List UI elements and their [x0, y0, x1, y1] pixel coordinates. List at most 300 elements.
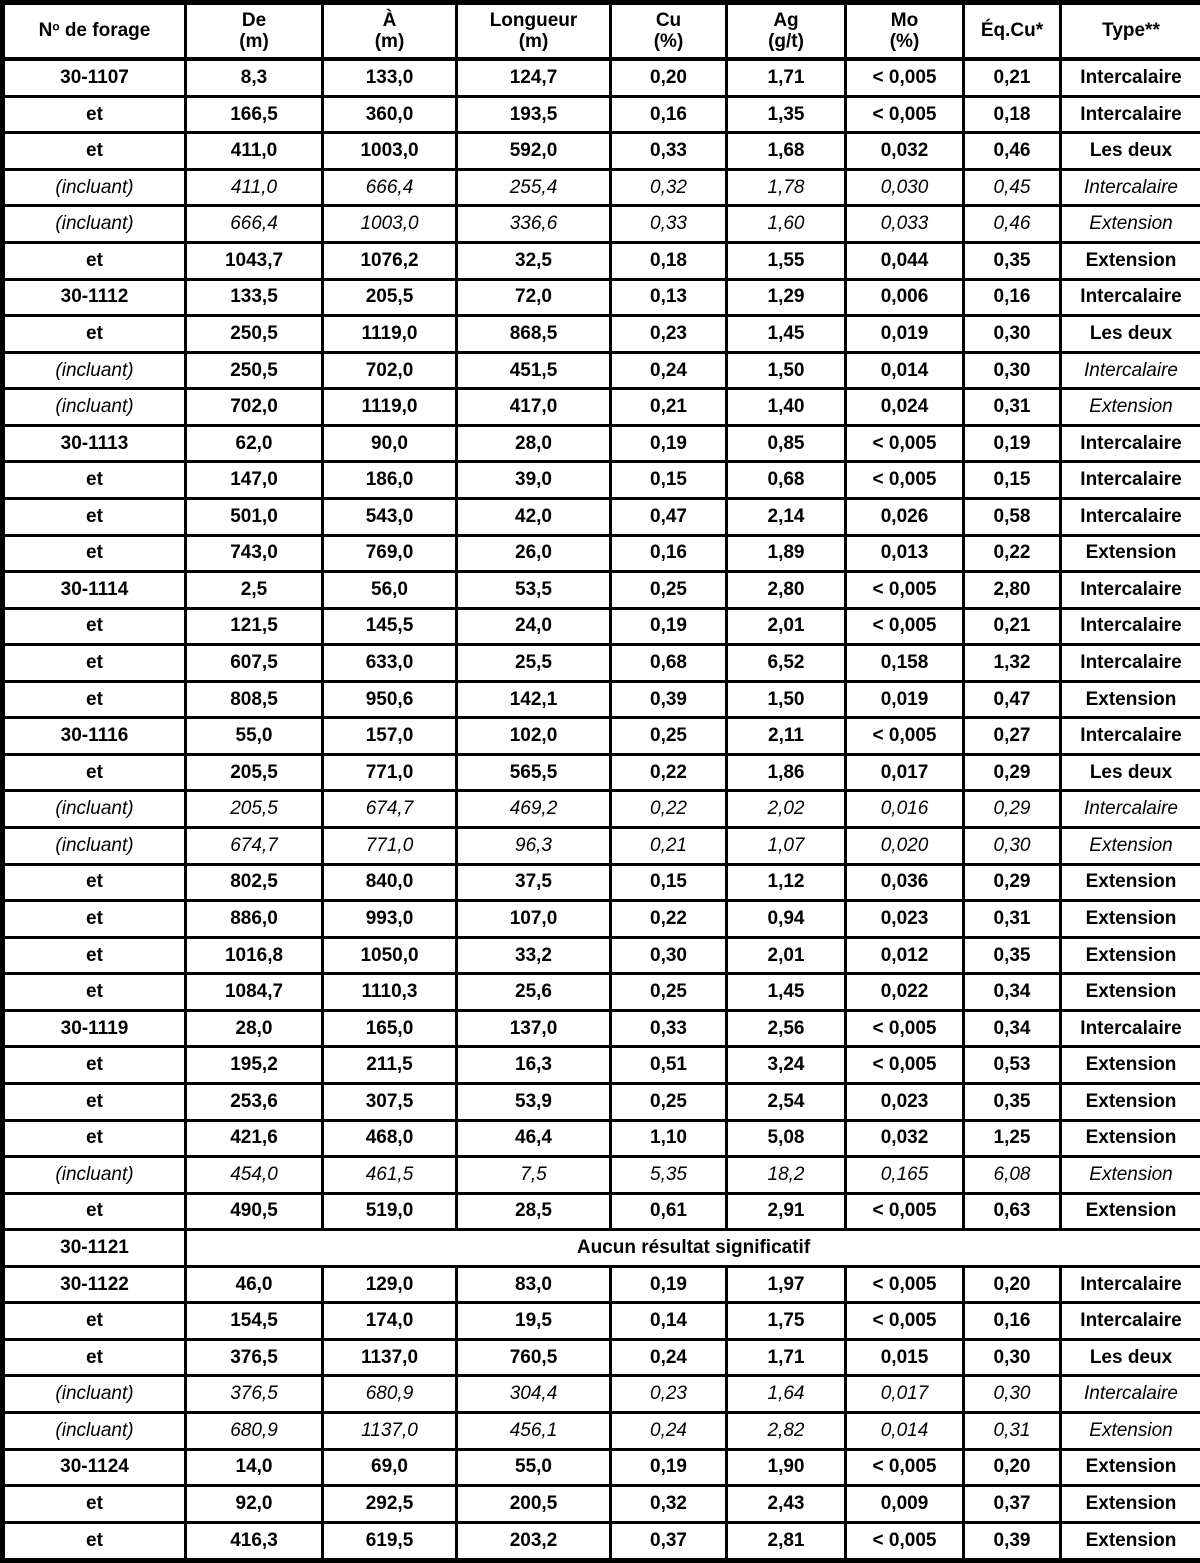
table-row: [3, 1376, 1200, 1413]
table-row: [3, 59, 1200, 96]
cell-de: 2,5: [186, 572, 323, 609]
cell-mo: < 0,005: [846, 1047, 964, 1084]
cell-type: Extension: [1061, 1047, 1200, 1084]
cell-type: Intercalaire: [1061, 645, 1200, 682]
cell-type: Intercalaire: [1061, 572, 1200, 609]
cell-mo: 0,023: [846, 1083, 964, 1120]
cell-forage: (incluant): [3, 169, 186, 206]
cell-eqcu: 0,53: [964, 1047, 1061, 1084]
cell-ag: 3,24: [727, 1047, 846, 1084]
cell-forage: (incluant): [3, 1376, 186, 1413]
cell-eqcu: 0,21: [964, 59, 1061, 96]
cell-a: 129,0: [323, 1266, 457, 1303]
cell-eqcu: 0,34: [964, 1010, 1061, 1047]
cell-eqcu: 0,29: [964, 791, 1061, 828]
cell-cu: 0,16: [611, 535, 727, 572]
header-label: De: [241, 9, 267, 31]
cell-type: Les deux: [1061, 754, 1200, 791]
cell-mo: < 0,005: [846, 572, 964, 609]
cell-de: 14,0: [186, 1449, 323, 1486]
header-cell: [457, 3, 611, 60]
cell-eqcu: 0,30: [964, 828, 1061, 865]
table-row: [3, 754, 1200, 791]
cell-ag: 2,91: [727, 1193, 846, 1230]
cell-cu: 0,25: [611, 1083, 727, 1120]
cell-forage: et: [3, 243, 186, 280]
cell-de: 195,2: [186, 1047, 323, 1084]
cell-cu: 0,61: [611, 1193, 727, 1230]
cell-de: 55,0: [186, 718, 323, 755]
cell-longueur: 26,0: [457, 535, 611, 572]
cell-de: 250,5: [186, 316, 323, 353]
cell-type: Intercalaire: [1061, 1376, 1200, 1413]
cell-mo: 0,024: [846, 389, 964, 426]
cell-eqcu: 0,47: [964, 681, 1061, 718]
cell-forage: et: [3, 754, 186, 791]
cell-longueur: 200,5: [457, 1486, 611, 1523]
cell-ag: 1,78: [727, 169, 846, 206]
cell-ag: 18,2: [727, 1157, 846, 1194]
cell-mo: < 0,005: [846, 425, 964, 462]
cell-cu: 0,21: [611, 389, 727, 426]
cell-a: 840,0: [323, 864, 457, 901]
cell-eqcu: 0,20: [964, 1266, 1061, 1303]
cell-type: Extension: [1061, 1522, 1200, 1560]
header-label: Longueur: [489, 9, 578, 31]
cell-mo: 0,017: [846, 754, 964, 791]
cell-forage: 30-1124: [3, 1449, 186, 1486]
cell-a: 1137,0: [323, 1413, 457, 1450]
header-cell-forage: [3, 3, 186, 60]
cell-eqcu: 2,80: [964, 572, 1061, 609]
cell-forage: et: [3, 316, 186, 353]
table-row: [3, 608, 1200, 645]
cell-eqcu: 0,21: [964, 608, 1061, 645]
cell-eqcu: 0,16: [964, 1303, 1061, 1340]
cell-ag: 2,11: [727, 718, 846, 755]
cell-a: 633,0: [323, 645, 457, 682]
header-cell: [323, 3, 457, 60]
cell-eqcu: 0,58: [964, 498, 1061, 535]
cell-longueur: 16,3: [457, 1047, 611, 1084]
cell-type: Intercalaire: [1061, 718, 1200, 755]
cell-eqcu: 0,35: [964, 243, 1061, 280]
cell-longueur: 25,5: [457, 645, 611, 682]
cell-forage: et: [3, 681, 186, 718]
cell-eqcu: 0,45: [964, 169, 1061, 206]
table-row: [3, 1449, 1200, 1486]
cell-forage: (incluant): [3, 791, 186, 828]
cell-mo: 0,015: [846, 1339, 964, 1376]
cell-eqcu: 1,32: [964, 645, 1061, 682]
cell-a: 468,0: [323, 1120, 457, 1157]
table-row: [3, 243, 1200, 280]
cell-forage: et: [3, 645, 186, 682]
cell-eqcu: 0,22: [964, 535, 1061, 572]
cell-a: 769,0: [323, 535, 457, 572]
table-row: [3, 645, 1200, 682]
header-cell: [846, 3, 964, 60]
cell-longueur: 46,4: [457, 1120, 611, 1157]
cell-mo: < 0,005: [846, 96, 964, 133]
cell-mo: 0,016: [846, 791, 964, 828]
cell-forage: et: [3, 1193, 186, 1230]
cell-eqcu: 0,19: [964, 425, 1061, 462]
cell-ag: 1,89: [727, 535, 846, 572]
cell-type: Intercalaire: [1061, 498, 1200, 535]
header-label: Éq.Cu*: [980, 20, 1044, 42]
cell-type: Intercalaire: [1061, 1303, 1200, 1340]
cell-longueur: 592,0: [457, 133, 611, 170]
cell-forage: et: [3, 1303, 186, 1340]
cell-mo: 0,009: [846, 1486, 964, 1523]
cell-a: 674,7: [323, 791, 457, 828]
cell-type: Intercalaire: [1061, 1266, 1200, 1303]
cell-longueur: 83,0: [457, 1266, 611, 1303]
cell-mo: < 0,005: [846, 1303, 964, 1340]
header-unit: (%): [889, 31, 920, 52]
cell-ag: 2,01: [727, 937, 846, 974]
cell-de: 490,5: [186, 1193, 323, 1230]
cell-mo: 0,019: [846, 316, 964, 353]
cell-eqcu: 0,30: [964, 316, 1061, 353]
cell-mo: < 0,005: [846, 1266, 964, 1303]
cell-longueur: 24,0: [457, 608, 611, 645]
table-row: [3, 1193, 1200, 1230]
cell-de: 121,5: [186, 608, 323, 645]
cell-type: Intercalaire: [1061, 1010, 1200, 1047]
cell-ag: 0,85: [727, 425, 846, 462]
cell-cu: 0,16: [611, 96, 727, 133]
cell-forage: 30-1122: [3, 1266, 186, 1303]
cell-de: 205,5: [186, 754, 323, 791]
cell-mo: 0,022: [846, 974, 964, 1011]
cell-cu: 0,20: [611, 59, 727, 96]
cell-a: 950,6: [323, 681, 457, 718]
cell-de: 8,3: [186, 59, 323, 96]
cell-mo: 0,006: [846, 279, 964, 316]
cell-ag: 6,52: [727, 645, 846, 682]
header-cell: [611, 3, 727, 60]
cell-cu: 0,33: [611, 206, 727, 243]
cell-type: Les deux: [1061, 316, 1200, 353]
cell-de: 1084,7: [186, 974, 323, 1011]
cell-mo: 0,012: [846, 937, 964, 974]
table-row: [3, 1157, 1200, 1194]
header-cell: [964, 3, 1061, 60]
cell-de: 46,0: [186, 1266, 323, 1303]
cell-eqcu: 0,29: [964, 754, 1061, 791]
cell-mo: 0,036: [846, 864, 964, 901]
cell-forage: et: [3, 864, 186, 901]
cell-cu: 0,19: [611, 1449, 727, 1486]
header-unit: (m): [239, 31, 269, 52]
cell-de: 147,0: [186, 462, 323, 499]
cell-a: 1050,0: [323, 937, 457, 974]
cell-cu: 0,24: [611, 352, 727, 389]
cell-longueur: 19,5: [457, 1303, 611, 1340]
cell-forage: et: [3, 901, 186, 938]
cell-forage: 30-1107: [3, 59, 186, 96]
cell-mo: 0,026: [846, 498, 964, 535]
cell-a: 292,5: [323, 1486, 457, 1523]
cell-ag: 2,56: [727, 1010, 846, 1047]
cell-a: 461,5: [323, 1157, 457, 1194]
cell-mo: 0,014: [846, 352, 964, 389]
cell-type: Les deux: [1061, 1339, 1200, 1376]
cell-ag: 1,97: [727, 1266, 846, 1303]
cell-type: Extension: [1061, 206, 1200, 243]
cell-de: 421,6: [186, 1120, 323, 1157]
cell-de: 454,0: [186, 1157, 323, 1194]
cell-type: Extension: [1061, 389, 1200, 426]
table-row: [3, 1339, 1200, 1376]
cell-a: 360,0: [323, 96, 457, 133]
table-row: [3, 1010, 1200, 1047]
cell-de: 1016,8: [186, 937, 323, 974]
cell-cu: 0,68: [611, 645, 727, 682]
header-unit: (m): [374, 31, 405, 52]
cell-cu: 0,21: [611, 828, 727, 865]
cell-a: 69,0: [323, 1449, 457, 1486]
cell-a: 133,0: [323, 59, 457, 96]
cell-ag: 2,02: [727, 791, 846, 828]
cell-a: 1003,0: [323, 133, 457, 170]
cell-mo: 0,158: [846, 645, 964, 682]
table-row: [3, 974, 1200, 1011]
table-row: [3, 828, 1200, 865]
cell-a: 56,0: [323, 572, 457, 609]
cell-eqcu: 0,35: [964, 1083, 1061, 1120]
cell-de: 680,9: [186, 1413, 323, 1450]
cell-cu: 0,19: [611, 608, 727, 645]
cell-type: Intercalaire: [1061, 279, 1200, 316]
table-row: [3, 498, 1200, 535]
cell-forage: et: [3, 1120, 186, 1157]
cell-mo: 0,013: [846, 535, 964, 572]
cell-de: 666,4: [186, 206, 323, 243]
forage-header-prefix: N: [38, 20, 53, 42]
cell-forage: 30-1114: [3, 572, 186, 609]
cell-forage: 30-1112: [3, 279, 186, 316]
cell-type: Extension: [1061, 1486, 1200, 1523]
cell-type: Intercalaire: [1061, 462, 1200, 499]
cell-de: 808,5: [186, 681, 323, 718]
cell-ag: 1,45: [727, 974, 846, 1011]
cell-eqcu: 0,15: [964, 462, 1061, 499]
cell-a: 1076,2: [323, 243, 457, 280]
header-label: À: [382, 9, 397, 31]
cell-forage: et: [3, 133, 186, 170]
cell-cu: 0,24: [611, 1339, 727, 1376]
cell-a: 145,5: [323, 608, 457, 645]
cell-ag: 1,71: [727, 59, 846, 96]
cell-forage: 30-1119: [3, 1010, 186, 1047]
cell-ag: 2,54: [727, 1083, 846, 1120]
cell-type: Extension: [1061, 535, 1200, 572]
cell-eqcu: 6,08: [964, 1157, 1061, 1194]
cell-cu: 0,24: [611, 1413, 727, 1450]
table-row: [3, 572, 1200, 609]
cell-eqcu: 0,35: [964, 937, 1061, 974]
cell-de: 501,0: [186, 498, 323, 535]
cell-longueur: 28,0: [457, 425, 611, 462]
cell-cu: 0,18: [611, 243, 727, 280]
cell-cu: 1,10: [611, 1120, 727, 1157]
cell-ag: 1,50: [727, 681, 846, 718]
cell-ag: 0,94: [727, 901, 846, 938]
cell-mo: 0,014: [846, 1413, 964, 1450]
cell-cu: 0,23: [611, 1376, 727, 1413]
table-row: [3, 169, 1200, 206]
cell-forage: et: [3, 1522, 186, 1560]
header-unit: (%): [653, 31, 684, 52]
cell-forage: (incluant): [3, 206, 186, 243]
cell-cu: 0,14: [611, 1303, 727, 1340]
cell-ag: 2,80: [727, 572, 846, 609]
cell-ag: 2,01: [727, 608, 846, 645]
cell-longueur: 107,0: [457, 901, 611, 938]
header-cell: [727, 3, 846, 60]
table-row: [3, 1083, 1200, 1120]
cell-mo: < 0,005: [846, 1449, 964, 1486]
cell-mo: 0,030: [846, 169, 964, 206]
cell-type: Intercalaire: [1061, 96, 1200, 133]
cell-cu: 0,25: [611, 572, 727, 609]
cell-longueur: 469,2: [457, 791, 611, 828]
cell-ag: 1,68: [727, 133, 846, 170]
cell-longueur: 137,0: [457, 1010, 611, 1047]
cell-longueur: 868,5: [457, 316, 611, 353]
cell-forage: (incluant): [3, 1157, 186, 1194]
table-row: [3, 425, 1200, 462]
cell-a: 186,0: [323, 462, 457, 499]
header-label: Ag: [773, 9, 799, 31]
cell-type: Extension: [1061, 937, 1200, 974]
cell-a: 702,0: [323, 352, 457, 389]
cell-a: 993,0: [323, 901, 457, 938]
table-row: [3, 206, 1200, 243]
cell-eqcu: 0,30: [964, 1376, 1061, 1413]
cell-eqcu: 0,27: [964, 718, 1061, 755]
cell-forage: et: [3, 974, 186, 1011]
cell-eqcu: 0,46: [964, 133, 1061, 170]
cell-mo: < 0,005: [846, 59, 964, 96]
cell-mo: 0,033: [846, 206, 964, 243]
header-cell: [1061, 3, 1200, 60]
cell-forage: (incluant): [3, 389, 186, 426]
cell-a: 90,0: [323, 425, 457, 462]
cell-ag: 1,40: [727, 389, 846, 426]
cell-longueur: 55,0: [457, 1449, 611, 1486]
cell-eqcu: 0,30: [964, 352, 1061, 389]
cell-longueur: 417,0: [457, 389, 611, 426]
cell-ag: 1,29: [727, 279, 846, 316]
table-row: [3, 535, 1200, 572]
table-row: [3, 1266, 1200, 1303]
cell-a: 307,5: [323, 1083, 457, 1120]
cell-cu: 5,35: [611, 1157, 727, 1194]
table-row: [3, 1486, 1200, 1523]
cell-eqcu: 0,46: [964, 206, 1061, 243]
cell-longueur: 25,6: [457, 974, 611, 1011]
cell-a: 205,5: [323, 279, 457, 316]
table-row: [3, 133, 1200, 170]
cell-longueur: 142,1: [457, 681, 611, 718]
cell-cu: 0,22: [611, 754, 727, 791]
cell-longueur: 96,3: [457, 828, 611, 865]
cell-ag: 2,81: [727, 1522, 846, 1560]
cell-eqcu: 0,18: [964, 96, 1061, 133]
header-label: Cu: [655, 9, 682, 31]
cell-de: 92,0: [186, 1486, 323, 1523]
cell-ag: 2,82: [727, 1413, 846, 1450]
cell-ag: 1,12: [727, 864, 846, 901]
cell-longueur: 193,5: [457, 96, 611, 133]
cell-cu: 0,51: [611, 1047, 727, 1084]
table-row: [3, 681, 1200, 718]
cell-longueur: 53,5: [457, 572, 611, 609]
table-row: [3, 279, 1200, 316]
cell-longueur: 33,2: [457, 937, 611, 974]
cell-ag: 1,35: [727, 96, 846, 133]
cell-de: 411,0: [186, 169, 323, 206]
cell-a: 771,0: [323, 828, 457, 865]
cell-longueur: 37,5: [457, 864, 611, 901]
cell-longueur: 456,1: [457, 1413, 611, 1450]
header-label: Mo: [890, 9, 919, 31]
cell-forage: (incluant): [3, 352, 186, 389]
cell-de: 802,5: [186, 864, 323, 901]
cell-eqcu: 0,30: [964, 1339, 1061, 1376]
table-row: [3, 352, 1200, 389]
cell-cu: 0,39: [611, 681, 727, 718]
cell-forage: (incluant): [3, 828, 186, 865]
cell-de: 253,6: [186, 1083, 323, 1120]
cell-forage: et: [3, 1486, 186, 1523]
forage-header-ordinal: o: [52, 21, 60, 35]
cell-de: 28,0: [186, 1010, 323, 1047]
cell-longueur: 304,4: [457, 1376, 611, 1413]
cell-mo: 0,019: [846, 681, 964, 718]
cell-mo: 0,165: [846, 1157, 964, 1194]
cell-type: Intercalaire: [1061, 352, 1200, 389]
table-row: [3, 96, 1200, 133]
cell-a: 211,5: [323, 1047, 457, 1084]
cell-de: 674,7: [186, 828, 323, 865]
cell-forage: 30-1121: [3, 1230, 186, 1267]
table-row: [3, 1413, 1200, 1450]
table-row: [3, 937, 1200, 974]
cell-type: Extension: [1061, 1157, 1200, 1194]
cell-cu: 0,32: [611, 169, 727, 206]
cell-ag: 5,08: [727, 1120, 846, 1157]
table-row: [3, 1303, 1200, 1340]
cell-longueur: 39,0: [457, 462, 611, 499]
cell-longueur: 72,0: [457, 279, 611, 316]
table-row: [3, 901, 1200, 938]
cell-eqcu: 0,39: [964, 1522, 1061, 1560]
cell-type: Les deux: [1061, 133, 1200, 170]
cell-de: 62,0: [186, 425, 323, 462]
cell-cu: 0,15: [611, 462, 727, 499]
cell-cu: 0,32: [611, 1486, 727, 1523]
cell-ag: 1,86: [727, 754, 846, 791]
cell-longueur: 255,4: [457, 169, 611, 206]
cell-a: 519,0: [323, 1193, 457, 1230]
table-body: [3, 59, 1200, 1561]
cell-a: 543,0: [323, 498, 457, 535]
